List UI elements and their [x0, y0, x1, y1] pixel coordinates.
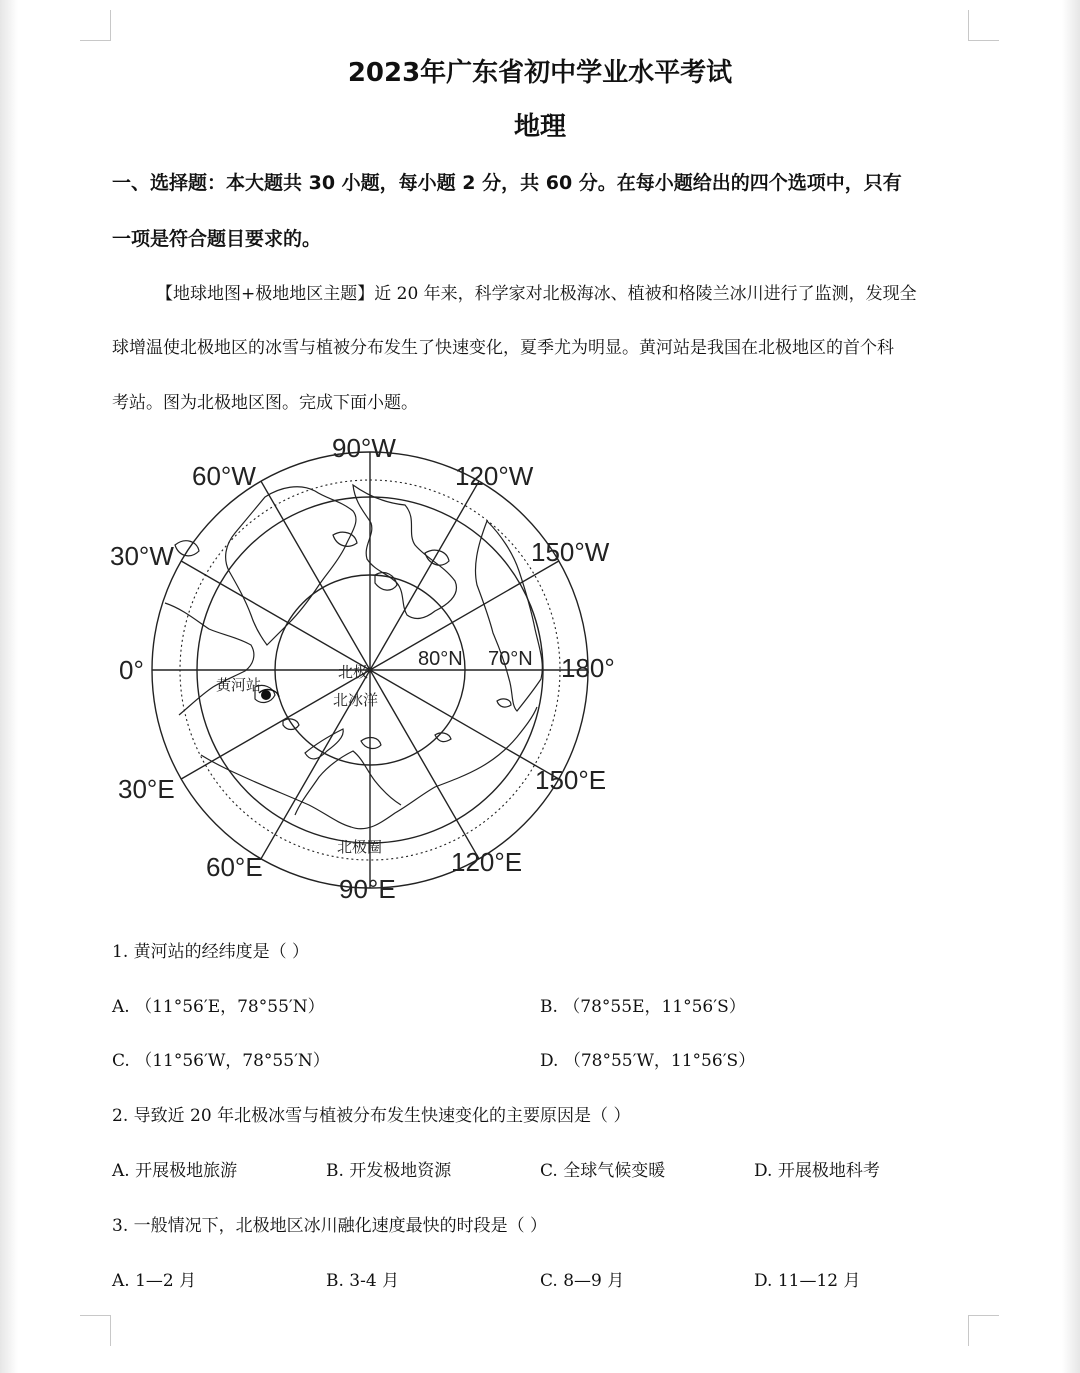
label-arctic-circle: 北极圈 [337, 838, 383, 856]
q2-option-d: D. 开展极地科考 [754, 1161, 880, 1181]
label-120w: 120°W [455, 461, 534, 491]
label-lat-70n: 70°N [488, 648, 533, 670]
coast-greenland [226, 487, 356, 645]
intro-line-2: 球增温使北极地区的冰雪与植被分布发生了快速变化，夏季尤为明显。黄河站是我国在北极地区的首个科 [112, 338, 894, 358]
map-grid [152, 452, 588, 888]
q1-option-b: B. （78°55E，11°56′S） [540, 997, 746, 1017]
label-north-pole: 北极 [338, 663, 369, 681]
q3-option-a: A. 1—2 月 [112, 1271, 197, 1291]
meridian-lines [152, 452, 588, 888]
q2-option-a: A. 开展极地旅游 [112, 1161, 238, 1181]
question-3-stem: 3. 一般情况下，北极地区冰川融化速度最快的时段是（ ） [112, 1216, 548, 1236]
q3-option-c: C. 8—9 月 [540, 1271, 625, 1291]
coastlines [165, 485, 542, 829]
q2-option-b: B. 开发极地资源 [326, 1161, 452, 1181]
label-arctic-ocean: 北冰洋 [333, 691, 379, 709]
station-dot [261, 690, 271, 700]
label-30w: 30°W [110, 541, 174, 571]
exam-title: 2023年广东省初中学业水平考试 [347, 58, 733, 88]
q1-option-a: A. （11°56′E，78°55′N） [112, 997, 325, 1017]
label-90e: 90°E [339, 874, 396, 904]
intro-line-1: 【地球地图+极地地区主题】近 20 年来，科学家对北极海冰、植被和格陵兰冰川进行了监测，发现全 [156, 284, 917, 304]
q3-option-b: B. 3-4 月 [326, 1271, 400, 1291]
crop-mark-bottom-right [968, 1315, 999, 1346]
question-1-stem: 1. 黄河站的经纬度是（ ） [112, 942, 310, 962]
crop-mark-bottom-left [80, 1315, 111, 1346]
crop-mark-top-left [80, 10, 111, 41]
crop-mark-top-right [968, 10, 999, 41]
page-edge-right [1062, 0, 1080, 1373]
exam-subject: 地理 [513, 112, 566, 142]
island-severnaya [361, 738, 381, 749]
island-baffin [333, 532, 357, 546]
label-180: 180° [561, 653, 615, 683]
section-heading-line-1: 一、选择题：本大题共 30 小题，每小题 2 分，共 60 分。在每小题给出的四个选项中，只有 [112, 172, 902, 194]
island-iceland [175, 541, 199, 556]
section-heading-line-2: 一项是符合题目要求的。 [112, 228, 322, 250]
q1-option-d: D. （78°55′W，11°56′S） [540, 1051, 756, 1071]
question-2-stem: 2. 导致近 20 年北极冰雪与植被分布发生快速变化的主要原因是（ ） [112, 1106, 631, 1126]
label-150e: 150°E [535, 765, 607, 795]
q3-option-d: D. 11—12 月 [754, 1271, 861, 1291]
label-60e: 60°E [206, 852, 263, 882]
island-franz-josef [283, 719, 299, 730]
map-labels [110, 433, 615, 904]
label-30e: 30°E [118, 774, 175, 804]
label-90w: 90°W [332, 433, 396, 463]
yellow-river-station-marker [259, 690, 279, 700]
label-yellow-river-station: 黄河站 [216, 676, 262, 694]
label-150w: 150°W [531, 537, 610, 567]
q2-option-c: C. 全球气候变暖 [540, 1161, 666, 1181]
coast-north-europe [165, 603, 254, 715]
intro-line-3: 考站。图为北极地区图。完成下面小题。 [112, 393, 418, 413]
coast-siberia [201, 707, 537, 829]
label-60w: 60°W [192, 461, 256, 491]
label-120e: 120°E [451, 847, 523, 877]
label-lat-80n: 80°N [418, 648, 463, 670]
q1-option-c: C. （11°56′W，78°55′N） [112, 1051, 330, 1071]
label-0: 0° [119, 655, 144, 685]
arctic-region-map [105, 425, 625, 910]
island-wrangel [497, 699, 511, 707]
page-edge-left [0, 0, 18, 1373]
